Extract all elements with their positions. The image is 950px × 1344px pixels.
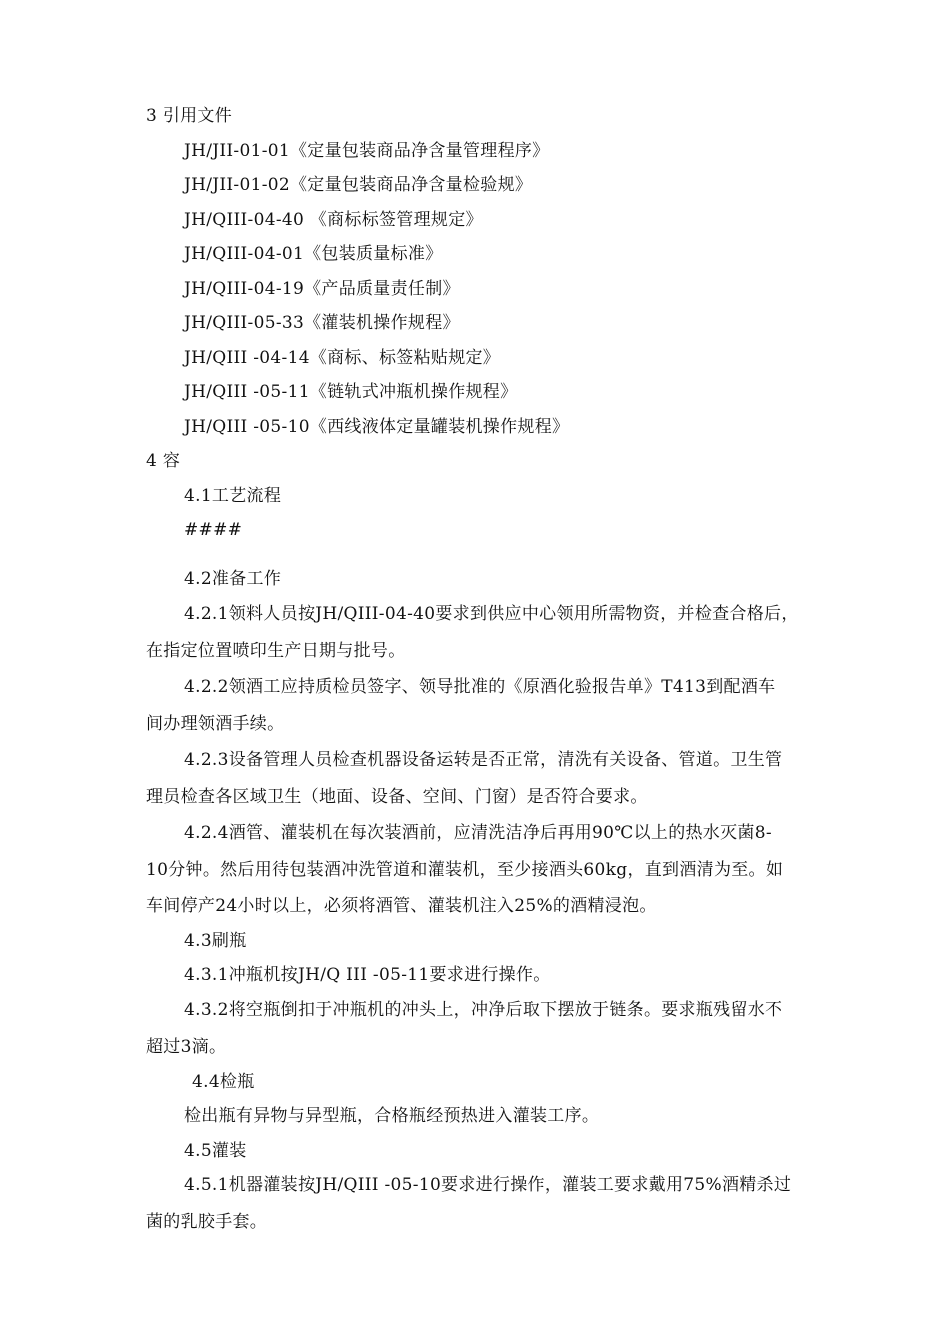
section-heading-4: 4 容 (146, 451, 181, 471)
paragraph-line: 4.2.1领料人员按JH/QIII-04-40要求到供应中心领用所需物资，并检查合格后， (184, 604, 799, 624)
paragraph-line: 10分钟。然后用待包装酒冲洗管道和灌装机，至少接酒头60kg，直到酒清为至。如 (146, 860, 784, 880)
paragraph-line: 车间停产24小时以上，必须将酒管、灌装机注入25%的酒精浸泡。 (146, 896, 657, 916)
reference-item: JH/QIII -05-10《西线液体定量罐装机操作规程》 (184, 417, 570, 437)
paragraph-line: 菌的乳胶手套。 (146, 1212, 268, 1232)
paragraph-line: 检出瓶有异物与异型瓶，合格瓶经预热进入灌装工序。 (184, 1106, 600, 1126)
subsection-heading: 4.1工艺流程 (184, 486, 282, 506)
reference-item: JH/JII-01-01《定量包装商品净含量管理程序》 (184, 141, 550, 161)
reference-item: JH/QIII -05-11《链轨式冲瓶机操作规程》 (184, 382, 518, 402)
paragraph-line: 4.3.1冲瓶机按JH/Q III -05-11要求进行操作。 (184, 965, 551, 985)
paragraph-line: 4.2.4酒管、灌装机在每次装酒前，应清洗洁净后再用90℃以上的热水灭菌8- (184, 823, 772, 843)
placeholder-text: #### (184, 520, 243, 540)
reference-item: JH/QIII-04-01《包装质量标准》 (184, 244, 443, 264)
reference-item: JH/QIII-04-19《产品质量责任制》 (184, 279, 460, 299)
reference-item: JH/JII-01-02《定量包装商品净含量检验规》 (184, 175, 533, 195)
reference-item: JH/QIII -04-14《商标、标签粘贴规定》 (184, 348, 501, 368)
reference-item: JH/QIII-04-40 《商标标签管理规定》 (184, 210, 483, 230)
paragraph-line: 4.2.3设备管理人员检查机器设备运转是否正常，清洗有关设备、管道。卫生管 (184, 750, 783, 770)
paragraph-line: 4.3.2将空瓶倒扣于冲瓶机的冲头上，冲净后取下摆放于链条。要求瓶残留水不 (184, 1000, 783, 1020)
subsection-heading: 4.2准备工作 (184, 569, 282, 589)
subsection-heading: 4.3刷瓶 (184, 931, 247, 951)
paragraph-line: 间办理领酒手续。 (146, 714, 285, 734)
paragraph-line: 4.5.1机器灌装按JH/QIII -05-10要求进行操作，灌装工要求戴用75%酒精杀过 (184, 1175, 792, 1195)
reference-item: JH/QIII-05-33《灌装机操作规程》 (184, 313, 460, 333)
section-heading-3: 3 引用文件 (146, 106, 233, 126)
subsection-heading: 4.5灌装 (184, 1141, 247, 1161)
paragraph-line: 超过3滴。 (146, 1037, 227, 1057)
subsection-heading: 4.4检瓶 (192, 1072, 255, 1092)
paragraph-line: 在指定位置喷印生产日期与批号。 (146, 641, 406, 661)
paragraph-line: 理员检查各区域卫生（地面、设备、空间、门窗）是否符合要求。 (146, 787, 648, 807)
paragraph-line: 4.2.2领酒工应持质检员签字、领导批准的《原酒化验报告单》T413到配酒车 (184, 677, 776, 697)
